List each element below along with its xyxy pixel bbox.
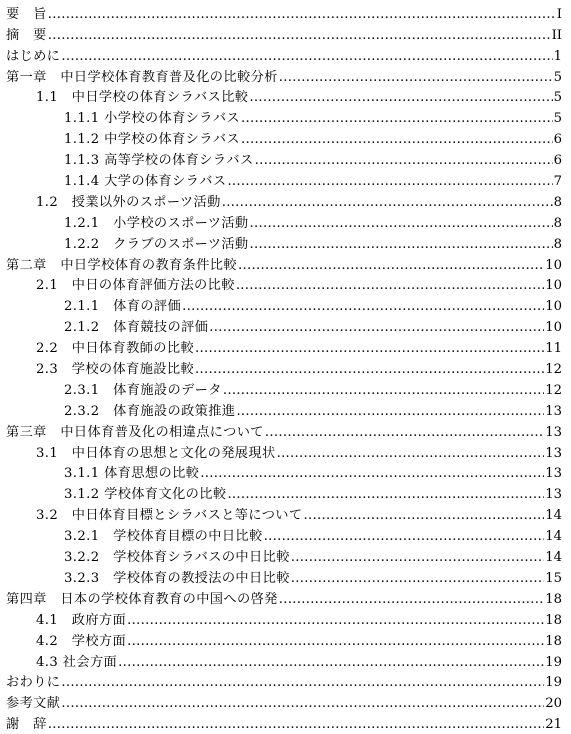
toc-entry-title: 1.1.3 高等学校の体育シラバス bbox=[64, 153, 254, 169]
toc-entry-page-number: 13 bbox=[545, 445, 562, 461]
toc-entry[interactable] bbox=[6, 357, 562, 378]
toc-entry-title: おわりに bbox=[6, 675, 61, 691]
toc-entry-page-number: 6 bbox=[553, 132, 562, 148]
toc-leader-dots bbox=[250, 216, 553, 232]
toc-entry[interactable] bbox=[6, 671, 562, 692]
toc-entry[interactable] bbox=[6, 190, 562, 211]
toc-entry-title: 3.1.1 体育思想の比較 bbox=[64, 466, 200, 482]
toc-entry-page-number: I bbox=[556, 6, 562, 22]
toc-entry[interactable] bbox=[6, 482, 562, 503]
toc-entry-page-number: 7 bbox=[553, 174, 562, 190]
toc-entry-title: 参考文献 bbox=[6, 696, 61, 712]
toc-entry-page-number: 10 bbox=[545, 299, 562, 315]
toc-entry[interactable] bbox=[6, 462, 562, 483]
toc-leader-dots bbox=[195, 341, 544, 357]
toc-entry[interactable] bbox=[6, 691, 562, 712]
toc-entry-page-number: 19 bbox=[545, 654, 562, 670]
toc-entry-title: 2.3.1 体育施設のデータ bbox=[64, 382, 222, 398]
toc-entry[interactable] bbox=[6, 399, 562, 420]
toc-leader-dots bbox=[264, 529, 545, 545]
toc-entry-page-number: 18 bbox=[545, 633, 562, 649]
toc-leader-dots bbox=[236, 278, 544, 294]
toc-entry-page-number: 5 bbox=[553, 69, 562, 85]
toc-entry-page-number: 8 bbox=[553, 236, 562, 252]
toc-entry-title: 1.1.1 小学校の体育シラバス bbox=[64, 111, 241, 127]
toc-leader-dots bbox=[291, 571, 544, 587]
toc-entry[interactable] bbox=[6, 650, 562, 671]
toc-leader-dots bbox=[127, 613, 544, 629]
toc-entry-title: 3.2 中日体育目標とシラバスと等について bbox=[36, 508, 303, 524]
toc-entry[interactable] bbox=[6, 253, 562, 274]
toc-leader-dots bbox=[279, 70, 553, 86]
toc-entry[interactable] bbox=[6, 441, 562, 462]
toc-entry-title: 4.3 社会方面 bbox=[36, 654, 118, 670]
toc-entry-page-number: 13 bbox=[545, 424, 562, 440]
toc-entry-title: 2.3.2 体育施設の政策推進 bbox=[64, 403, 236, 419]
toc-entry-page-number: 12 bbox=[545, 382, 562, 398]
toc-entry-page-number: 13 bbox=[545, 487, 562, 503]
toc-entry-page-number: 10 bbox=[545, 278, 562, 294]
toc-entry-title: 要 旨 bbox=[6, 6, 47, 22]
toc-entry-page-number: 8 bbox=[553, 194, 562, 210]
toc-entry[interactable] bbox=[6, 315, 562, 336]
toc-leader-dots bbox=[250, 237, 553, 253]
toc-leader-dots bbox=[291, 550, 544, 566]
toc-entry-page-number: 18 bbox=[545, 591, 562, 607]
toc-entry[interactable] bbox=[6, 106, 562, 127]
toc-entry-page-number: 15 bbox=[545, 570, 562, 586]
toc-leader-dots bbox=[223, 383, 544, 399]
toc-entry[interactable] bbox=[6, 566, 562, 587]
toc-leader-dots bbox=[209, 320, 544, 336]
toc-leader-dots bbox=[241, 111, 553, 127]
toc-leader-dots bbox=[200, 466, 544, 482]
toc-leader-dots bbox=[195, 362, 544, 378]
toc-entry[interactable] bbox=[6, 336, 562, 357]
toc-entry[interactable] bbox=[6, 274, 562, 295]
toc-entry[interactable] bbox=[6, 86, 562, 107]
toc-entry[interactable] bbox=[6, 211, 562, 232]
toc-entry-title: 2.3 学校の体育施設比較 bbox=[36, 362, 195, 378]
toc-entry[interactable] bbox=[6, 65, 562, 86]
toc-entry-title: 2.1 中日の体育評価方法の比較 bbox=[36, 278, 235, 294]
toc-entry-title: 1.2.1 小学校のスポーツ活動 bbox=[64, 215, 249, 231]
toc-leader-dots bbox=[277, 446, 545, 462]
toc-leader-dots bbox=[48, 7, 556, 23]
toc-leader-dots bbox=[238, 258, 544, 274]
toc-leader-dots bbox=[279, 592, 544, 608]
toc-leader-dots bbox=[249, 90, 552, 106]
table-of-contents bbox=[6, 2, 562, 733]
toc-leader-dots bbox=[222, 195, 553, 211]
toc-entry-page-number: 14 bbox=[545, 550, 562, 566]
toc-entry-title: 3.2.1 学校体育目標の中日比較 bbox=[64, 529, 263, 545]
toc-entry[interactable] bbox=[6, 23, 562, 44]
toc-entry-page-number: 10 bbox=[545, 257, 562, 273]
toc-entry-title: 3.2.2 学校体育シラバスの中日比較 bbox=[64, 550, 290, 566]
toc-entry[interactable] bbox=[6, 524, 562, 545]
toc-entry-title: 2.1.1 体育の評価 bbox=[64, 299, 182, 315]
toc-entry-page-number: 18 bbox=[545, 612, 562, 628]
toc-entry-page-number: 21 bbox=[545, 717, 562, 733]
toc-entry[interactable] bbox=[6, 378, 562, 399]
toc-entry[interactable] bbox=[6, 629, 562, 650]
toc-leader-dots bbox=[127, 634, 544, 650]
toc-entry-title: 3.2.3 学校体育の教授法の中日比較 bbox=[64, 570, 290, 586]
toc-leader-dots bbox=[61, 49, 552, 65]
toc-entry-title: 1.1.2 中学校の体育シラバス bbox=[64, 132, 241, 148]
toc-entry-page-number: 19 bbox=[545, 675, 562, 691]
toc-leader-dots bbox=[61, 696, 544, 712]
toc-entry-page-number: 10 bbox=[545, 320, 562, 336]
toc-entry-title: 第三章 中日体育普及化の相違点について bbox=[6, 424, 264, 440]
toc-entry-page-number: 6 bbox=[553, 153, 562, 169]
toc-entry-page-number: 5 bbox=[553, 90, 562, 106]
toc-entry-title: 第四章 日本の学校体育教育の中国への啓発 bbox=[6, 591, 278, 607]
toc-entry[interactable] bbox=[6, 608, 562, 629]
toc-entry[interactable] bbox=[6, 712, 562, 733]
toc-entry-page-number: 20 bbox=[545, 696, 562, 712]
toc-entry-page-number: 14 bbox=[545, 508, 562, 524]
toc-leader-dots bbox=[303, 508, 544, 524]
toc-entry-title: 摘 要 bbox=[6, 27, 47, 43]
toc-leader-dots bbox=[61, 675, 544, 691]
toc-entry-page-number: 11 bbox=[545, 341, 562, 357]
toc-entry-title: 4.1 政府方面 bbox=[36, 612, 127, 628]
toc-entry[interactable] bbox=[6, 148, 562, 169]
toc-entry-page-number: 14 bbox=[545, 529, 562, 545]
toc-entry-title: 3.1 中日体育の思想と文化の発展現状 bbox=[36, 445, 276, 461]
toc-entry-title: 1.2 授業以外のスポーツ活動 bbox=[36, 194, 221, 210]
toc-entry-page-number: 1 bbox=[553, 48, 562, 64]
toc-leader-dots bbox=[48, 717, 544, 733]
toc-leader-dots bbox=[241, 132, 553, 148]
toc-leader-dots bbox=[265, 425, 544, 441]
toc-entry-title: 1.2.2 クラブのスポーツ活動 bbox=[64, 236, 249, 252]
toc-entry[interactable] bbox=[6, 545, 562, 566]
toc-entry-page-number: 13 bbox=[545, 403, 562, 419]
toc-entry[interactable] bbox=[6, 2, 562, 23]
toc-entry[interactable] bbox=[6, 169, 562, 190]
toc-entry[interactable] bbox=[6, 232, 562, 253]
toc-entry-page-number: 8 bbox=[553, 215, 562, 231]
toc-entry-title: 2.1.2 体育競技の評価 bbox=[64, 320, 209, 336]
toc-entry[interactable] bbox=[6, 587, 562, 608]
toc-leader-dots bbox=[255, 153, 553, 169]
toc-entry-page-number: 5 bbox=[553, 111, 562, 127]
toc-entry-page-number: 13 bbox=[545, 466, 562, 482]
toc-entry-page-number: II bbox=[551, 27, 562, 43]
toc-leader-dots bbox=[48, 28, 551, 44]
toc-entry-title: 第二章 中日学校体育の教育条件比較 bbox=[6, 257, 237, 273]
toc-entry-page-number: 12 bbox=[545, 362, 562, 378]
toc-entry-title: 1.1 中日学校の体育シラバス比較 bbox=[36, 90, 249, 106]
toc-entry-title: 謝 辞 bbox=[6, 717, 47, 733]
toc-entry-title: はじめに bbox=[6, 48, 61, 64]
toc-entry[interactable] bbox=[6, 503, 562, 524]
toc-entry[interactable] bbox=[6, 44, 562, 65]
toc-entry-title: 2.2 中日体育教師の比較 bbox=[36, 341, 195, 357]
toc-leader-dots bbox=[182, 299, 544, 315]
toc-entry[interactable] bbox=[6, 127, 562, 148]
toc-entry-title: 4.2 学校方面 bbox=[36, 633, 127, 649]
toc-entry[interactable] bbox=[6, 294, 562, 315]
toc-leader-dots bbox=[118, 655, 544, 671]
toc-leader-dots bbox=[236, 404, 544, 420]
toc-entry[interactable] bbox=[6, 420, 562, 441]
toc-entry-title: 1.1.4 大学の体育シラバス bbox=[64, 174, 227, 190]
toc-leader-dots bbox=[227, 487, 544, 503]
toc-entry-title: 第一章 中日学校体育教育普及化の比較分析 bbox=[6, 69, 278, 85]
toc-leader-dots bbox=[227, 174, 552, 190]
toc-entry-title: 3.1.2 学校体育文化の比較 bbox=[64, 487, 227, 503]
